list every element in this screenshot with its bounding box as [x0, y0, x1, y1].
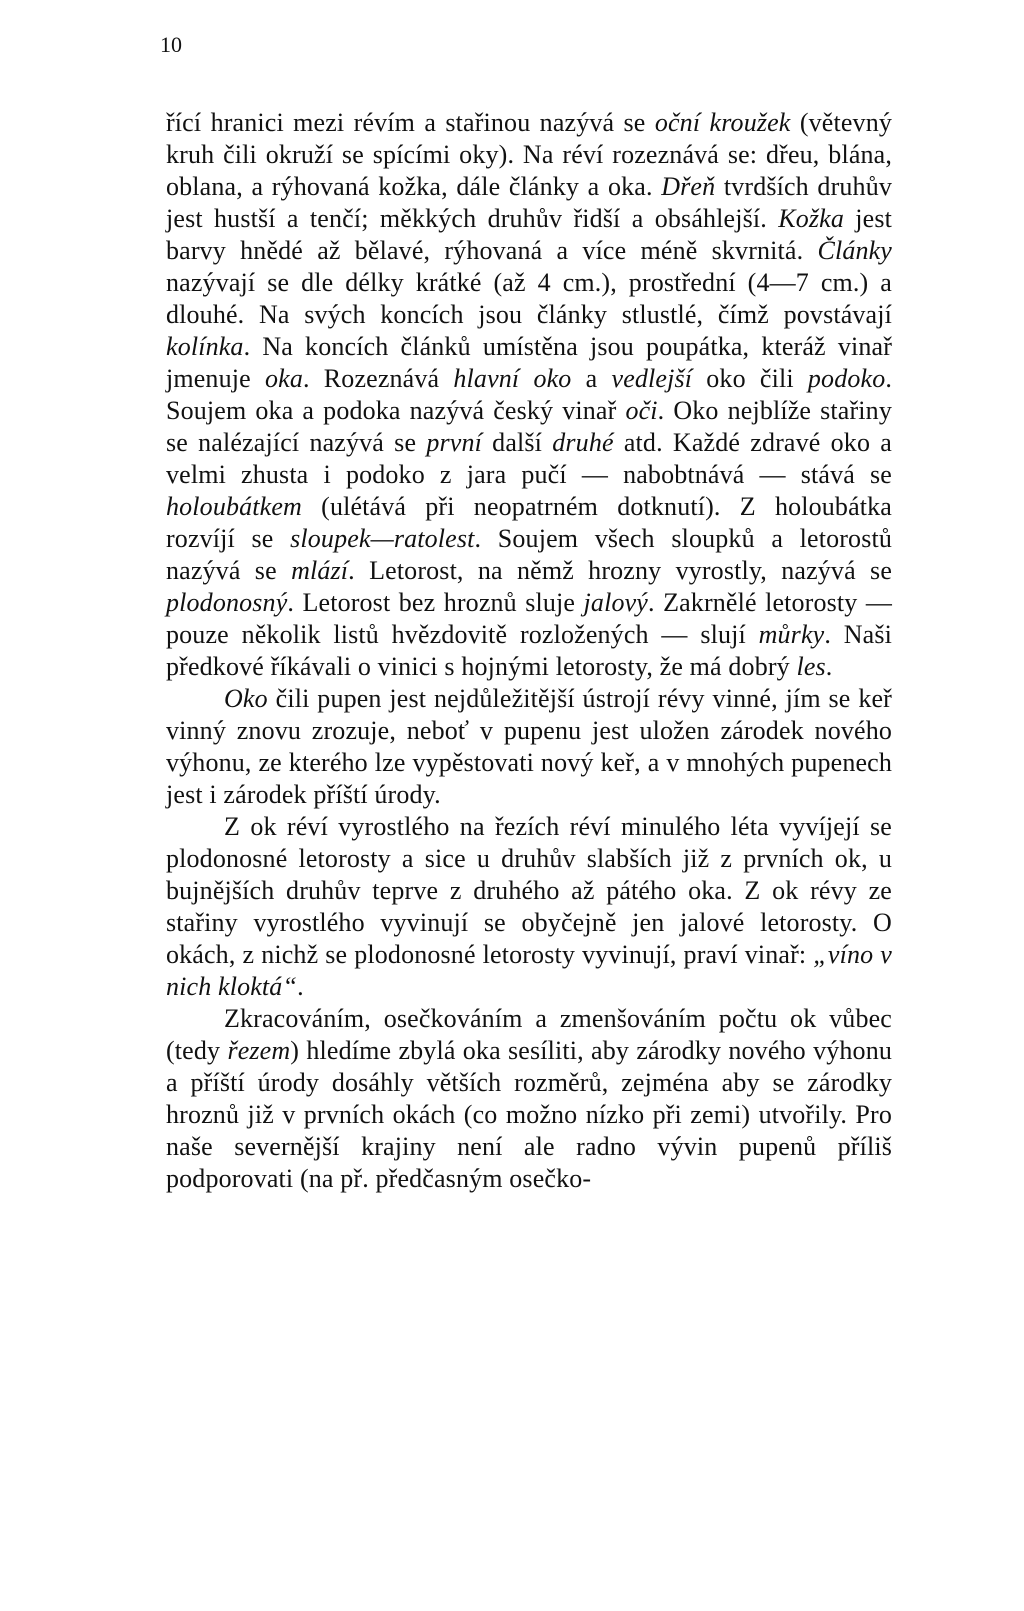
paragraph	[166, 811, 892, 1003]
italic-term: první	[426, 428, 482, 457]
text-run: oko čili	[692, 364, 808, 393]
text-run: čili pupen jest nejdůležitější ústrojí révy vinné, jím se keř vinný znovu zrozuje, neboť v pupenu jest uložen zárodek nového výhonu, ze kterého lze vypěstovati nový keř, a v mnohých pupenech jest i zárodek příští úrody.	[166, 684, 892, 809]
italic-term: „víno v nich kloktá“	[166, 940, 892, 1001]
italic-term: oční kroužek	[654, 108, 791, 137]
italic-term: les	[796, 652, 826, 681]
text-run: jest barvy hnědé až bělavé, rýhovaná a více méně skvrnitá.	[166, 204, 892, 265]
italic-term: vedlejší	[611, 364, 693, 393]
italic-term: jalový	[583, 588, 648, 617]
italic-term: oči	[625, 396, 658, 425]
text-run: nazývají se dle délky krátké (až 4 cm.), prostřední (4—7 cm.) a dlouhé. Na svých koncích jsou články stlustlé, čímž povstávají	[166, 268, 892, 329]
body-text	[166, 107, 892, 1195]
text-run: . Rozeznává	[302, 364, 454, 393]
text-run: atd. Každé zdravé oko a velmi zhusta i podoko z jara pučí — nabobtnává — stává se	[166, 428, 892, 489]
page-number: 10	[160, 32, 182, 57]
italic-term: můrky	[758, 620, 825, 649]
text-run: další	[481, 428, 553, 457]
italic-term: plodonosný	[166, 588, 288, 617]
italic-term: Články	[817, 236, 892, 265]
paragraph	[166, 1003, 892, 1195]
text-run: řící hranici mezi révím a stařinou nazývá se	[166, 108, 655, 137]
italic-term: Dřeň	[661, 172, 716, 201]
text-run: .	[825, 652, 833, 681]
text-run: tvrdších druhův jest hustší a tenčí; měkkých druhův řidší a obsáhlejší.	[166, 172, 892, 233]
paragraph	[166, 683, 892, 811]
italic-term: holoubátkem	[166, 492, 302, 521]
text-run: . Naši předkové říkávali o vinici s hojnými letorosty, že má dobrý	[166, 620, 893, 681]
paragraph	[166, 107, 892, 683]
italic-term: sloupek—ratolest	[290, 524, 475, 553]
text-run: Zkracováním, osečkováním a zmenšováním počtu ok vůbec (tedy	[166, 1004, 892, 1065]
text-run: . Zakrnělé letorosty — pouze několik listů hvězdovitě rozložených — slují	[166, 588, 893, 649]
text-run: . Oko nejblíže stařiny se nalézající nazývá se	[166, 396, 892, 457]
text-run: (větevný kruh čili okruží se spícími oky). Na réví rozeznává se: dřeu, blána, oblana, a rýhovaná kožka, dále články a oka.	[166, 108, 892, 201]
text-run: . Soujem oka a podoka nazývá český vinař	[166, 364, 893, 425]
italic-term: oka	[264, 364, 303, 393]
italic-term: podoko	[807, 364, 886, 393]
text-run: a	[571, 364, 612, 393]
text-run: ) hledíme zbylá oka sesíliti, aby zárodky nového výhonu a příští úrody dosáhly větších rozměrů, zejména aby se zárodky hroznů již v prvních okách (co možno nízko při zemi) utvořily. Pro naše severnější krajiny není ale radno vývin pupenů příliš podporovati (na př. předčasným osečko-	[166, 1036, 892, 1193]
text-run: .	[297, 972, 304, 1001]
italic-term: řezem	[227, 1036, 291, 1065]
italic-term: druhé	[552, 428, 614, 457]
text-run: . Soujem všech sloupků a letorostů nazývá se	[166, 524, 892, 585]
italic-term: Oko	[224, 684, 268, 713]
text-run: (ulétává při neopatrném dotknutí). Z holoubátka rozvíjí se	[166, 492, 892, 553]
text-run: . Letorost, na němž hrozny vyrostly, nazývá se	[348, 556, 893, 585]
text-run: . Letorost bez hroznů sluje	[287, 588, 584, 617]
italic-term: hlavní oko	[453, 364, 572, 393]
italic-term: mlází	[291, 556, 349, 585]
italic-term: Kožka	[778, 204, 844, 233]
text-run: Z ok réví vyrostlého na řezích réví minulého léta vyvíjejí se plodonosné letorosty a sice u druhův slabších již z prvních ok, u bujnějších druhův teprve z druhého až pátého oka. Z ok révy ze stařiny vyrostlého vyvinují se obyčejně jen jalové letorosty. O okách, z nichž se plodonosné letorosty vyvinují, praví vinař:	[166, 812, 892, 969]
text-run: . Na koncích článků umístěna jsou poupátka, kteráž vinař jmenuje	[166, 332, 892, 393]
italic-term: kolínka	[166, 332, 244, 361]
